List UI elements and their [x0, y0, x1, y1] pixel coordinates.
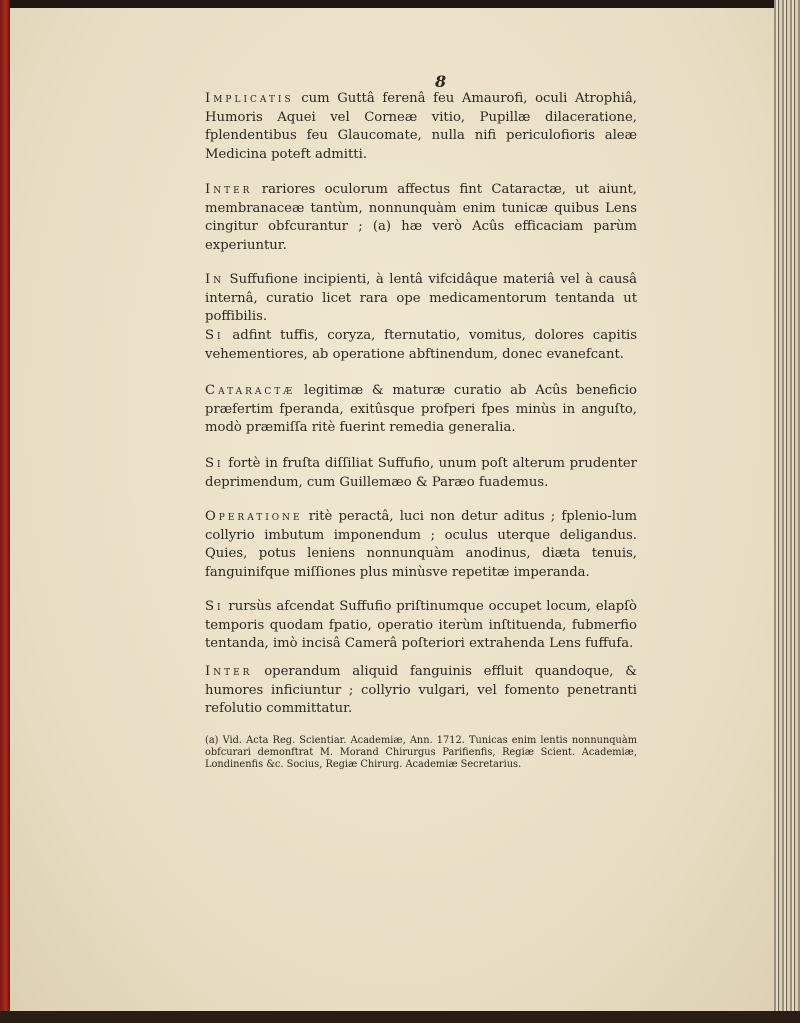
left-book-edge	[0, 0, 10, 1023]
paragraph-5	[205, 382, 637, 438]
paragraph-4	[205, 327, 637, 364]
paragraph-lead: Inter	[205, 664, 253, 679]
top-page-edge	[0, 0, 800, 8]
paragraph-text: operandum aliquid fanguinis effluit quandoque, & humores inficiuntur ; collyrio vulgari, vel fomento penetranti refolutio committatur.	[205, 664, 637, 717]
paragraph-text: rursùs afcendat Suffufio priſtinumque occupet locum, elapſò temporis quodam fpatio, operatio iterùm inſtituenda, fubmerfio tentanda, imò incisâ Camerâ poſteriori extrahenda Lens fuffufa.	[205, 599, 637, 652]
bottom-page-edge	[0, 1011, 800, 1023]
paragraph-text: fortè in fruſta diſſiliat Suffufio, unum poſt alterum prudenter deprimendum, cum Guillemæo & Paræo fuademus.	[205, 456, 637, 490]
paragraph-text: adfint tuffis, coryza, fternutatio, vomitus, dolores capitis vehementiores, ab operatione abftinendum, donec evanefcant.	[205, 328, 637, 362]
paragraph-3	[205, 271, 637, 327]
paragraph-lead: Si	[205, 328, 224, 343]
paragraph-lead: Operatione	[205, 509, 303, 524]
page-number: 8	[435, 72, 447, 91]
paragraph-text: cum Guttâ ferenâ feu Amaurofi, oculi Atrophiâ, Humoris Aquei vel Corneæ vitio, Pupillæ dilaceratione, fplendentibus feu Glaucomate, nulla nifi periculofioris aleæ Medicina poteft admitti.	[205, 91, 637, 162]
paragraph-9	[205, 663, 637, 719]
paragraph-lead: Si	[205, 599, 224, 614]
paragraph-text: ritè peractâ, luci non detur aditus ; fplenio-lum collyrio imbutum imponendum ; oculus uterque deligandus. Quies, potus leniens nonnunquàm anodinus, diæta tenuis, fanguinifque miſſiones plus minùsve repetitæ imperanda.	[205, 509, 637, 580]
paragraph-2	[205, 181, 637, 255]
paragraph-7	[205, 508, 637, 582]
paragraph-lead: Implicatis	[205, 91, 294, 106]
book-page	[10, 8, 774, 1011]
paragraph-6	[205, 455, 637, 492]
paragraph-lead: Cataractæ	[205, 383, 296, 398]
paragraph-text: rariores oculorum affectus fint Cataractæ, ut aiunt, membranaceæ tantùm, nonnunquàm enim tunicæ quibus Lens cingitur obfcurantur ; (a) hæ verò Acûs efficaciam parùm experiuntur.	[205, 182, 637, 253]
paragraph-8	[205, 598, 637, 654]
paragraph-lead: Si	[205, 456, 224, 471]
right-book-edge	[774, 0, 800, 1023]
paragraph-lead: In	[205, 272, 225, 287]
paragraph-lead: Inter	[205, 182, 253, 197]
paragraph-text: legitimæ & maturæ curatio ab Acûs beneficio præfertim fperanda, exitûsque profperi fpes minùs in anguſto, modò præmiſſa ritè fuerint remedia generalia.	[205, 383, 637, 436]
footnote: (a) Vid. Acta Reg. Scientiar. Academiæ, Ann. 1712. Tunicas enim lentis nonnunquàm obfcurari demonftrat M. Morand Chirurgus Parifienfis, Regiæ Scient. Academiæ, Londinenfis &c. Socius, Regiæ Chirurg. Academiæ Secretarius.	[205, 735, 637, 770]
paragraph-text: Suffufione incipienti, à lentâ vifcidâque materiâ vel à causâ internâ, curatio licet rara ope medicamentorum tentanda ut poffibilis.	[205, 272, 637, 325]
paragraph-1	[205, 90, 637, 164]
